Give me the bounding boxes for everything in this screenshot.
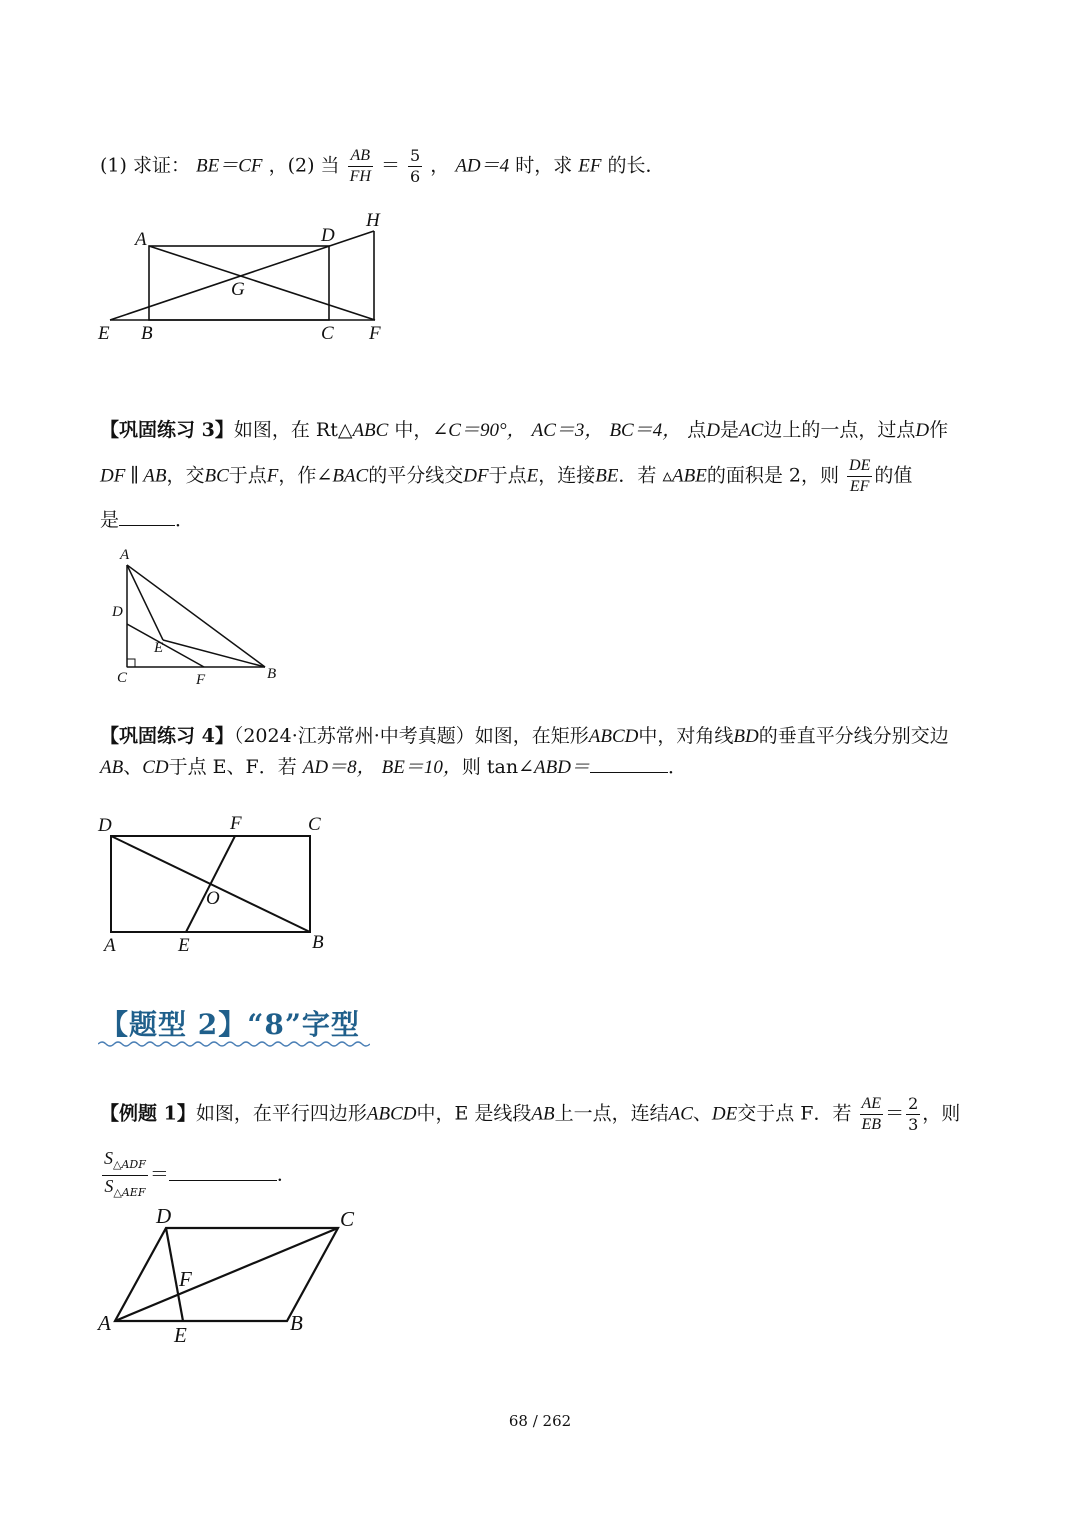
example1-tag: 【例题 1】	[100, 1102, 196, 1125]
t: AC＝3，	[531, 420, 604, 441]
label-d: D	[98, 815, 112, 836]
exercise4-line2	[100, 753, 687, 782]
t: 则 tan∠	[461, 756, 535, 778]
example1-line1	[100, 1094, 960, 1135]
t: D	[915, 420, 930, 441]
line-af	[149, 246, 375, 320]
right-angle-mark	[127, 659, 135, 667]
t: AB	[100, 757, 124, 778]
t: ．若 ▵	[618, 464, 672, 487]
t: ABC	[352, 420, 389, 441]
exercise3-line2	[100, 456, 912, 497]
figure-right-triangle	[100, 540, 300, 690]
t: 、	[692, 1102, 712, 1125]
frac-den: EF	[849, 478, 870, 495]
label-d: D	[321, 225, 335, 246]
page-number: 68 / 262	[508, 1412, 572, 1430]
frac2-num: 2	[908, 1094, 919, 1113]
t: ，则	[922, 1102, 961, 1125]
line-ae	[127, 565, 163, 640]
frac-num: AB	[348, 146, 373, 167]
t: 如图，在平行四边形	[195, 1102, 367, 1125]
line-fe	[186, 836, 235, 932]
frac-den: FH	[349, 168, 371, 185]
label-d: D	[156, 1204, 172, 1228]
label-o: O	[206, 888, 220, 909]
t: 上一点，连结	[554, 1102, 669, 1125]
label-b: B	[267, 666, 277, 682]
t: BC	[204, 465, 229, 487]
question-part1	[100, 146, 665, 187]
t: BAC	[332, 465, 369, 487]
fraction-5-6	[408, 146, 422, 187]
t: 的平分线交	[368, 464, 464, 487]
frac2-den: 6	[410, 167, 421, 186]
answer-blank[interactable]	[169, 1162, 277, 1181]
t: △AEF	[113, 1186, 146, 1199]
section-heading: 【题型 2】“8”字型	[100, 1008, 360, 1041]
frac-den: EB	[861, 1116, 882, 1133]
exercise4-tag: 【巩固练习 4】	[100, 725, 234, 747]
fraction-area-ratio	[102, 1148, 148, 1203]
answer-blank[interactable]	[119, 507, 175, 526]
label-f: F	[196, 672, 206, 688]
t: DE	[711, 1103, 738, 1125]
label-g: G	[231, 279, 245, 300]
fraction-ae-eb	[860, 1094, 884, 1135]
figure-rectangle-eh	[90, 205, 400, 350]
t: ，连接	[538, 464, 596, 487]
label-f: F	[179, 1267, 192, 1291]
t: ABD＝	[534, 757, 590, 778]
line-df	[127, 624, 204, 667]
q-prefix: (1) 求证：	[100, 154, 190, 177]
t: 是	[100, 509, 120, 531]
q-end1: 时，求	[515, 154, 573, 177]
label-a: A	[135, 229, 147, 250]
label-b: B	[290, 1311, 303, 1335]
t: ．	[667, 756, 687, 778]
label-c: C	[308, 814, 321, 835]
t: BD	[733, 726, 759, 747]
t: BC＝4，	[609, 420, 682, 441]
label-d: D	[112, 604, 123, 620]
t: 点	[687, 419, 707, 441]
label-c: C	[340, 1207, 355, 1231]
diagonal-ac	[115, 1228, 338, 1321]
t: AB	[531, 1103, 555, 1125]
label-e: E	[178, 935, 190, 956]
fraction-ab-fh	[348, 146, 373, 187]
t: 边上的一点，过点	[763, 419, 916, 441]
label-e: E	[174, 1323, 187, 1347]
label-e: E	[154, 640, 164, 656]
t: ，交	[166, 464, 205, 487]
t: ABCD	[366, 1103, 417, 1125]
t: △ADF	[113, 1158, 146, 1171]
t: E	[526, 465, 539, 487]
t: AC	[668, 1103, 693, 1125]
frac-num	[102, 1148, 148, 1176]
frac-num: DE	[847, 456, 872, 477]
label-b: B	[312, 932, 324, 953]
t: 如图，在 Rt△	[233, 419, 353, 441]
t: S	[104, 1176, 114, 1196]
t: S	[104, 1148, 113, 1168]
q-end2: 的长．	[607, 154, 665, 177]
t: BE＝10，	[381, 757, 462, 778]
t: DF	[463, 465, 489, 487]
t: ．	[175, 509, 195, 531]
t: ．	[276, 1163, 296, 1186]
label-f: F	[230, 813, 242, 834]
label-a: A	[120, 547, 130, 563]
t: AD＝8，	[302, 757, 376, 778]
q-ad: AD＝4	[455, 155, 510, 177]
frac2-num: 5	[410, 146, 421, 165]
fraction-de-ef	[847, 456, 872, 497]
q-mid: ，(2) 当	[268, 154, 340, 177]
label-c: C	[117, 670, 128, 686]
label-a: A	[104, 935, 116, 956]
t: 于点	[228, 464, 267, 487]
exercise3-tag: 【巩固练习 3】	[100, 419, 234, 441]
exercise3-line3	[100, 506, 194, 534]
label-h: H	[366, 210, 380, 231]
answer-blank[interactable]	[590, 754, 668, 773]
exercise4-line1	[100, 722, 949, 751]
frac-num: AE	[860, 1094, 884, 1115]
t: 、	[123, 756, 143, 778]
heading-underline	[98, 1040, 370, 1048]
t: 交于点 F．若	[737, 1102, 852, 1125]
label-f: F	[369, 323, 381, 344]
t: 中，∠	[388, 419, 449, 441]
fraction-2-3	[906, 1094, 920, 1135]
t: 作	[929, 419, 949, 441]
t: 于点	[488, 464, 527, 487]
t: ABE	[672, 465, 707, 487]
q-eq1: BE＝CF	[196, 155, 263, 177]
frac-den	[102, 1176, 148, 1203]
label-a: A	[98, 1311, 111, 1335]
t: DF ∥ AB	[100, 465, 167, 487]
frac2-den: 3	[908, 1115, 919, 1134]
t: 中，对角线	[638, 725, 734, 747]
t: （2024·江苏常州·中考真题）如图，在矩形	[233, 725, 589, 747]
eq: ＝	[380, 154, 400, 177]
t: 的面积是 2，则	[706, 464, 839, 487]
t: D	[706, 420, 721, 441]
label-e: E	[98, 323, 110, 344]
exercise3-line1	[100, 416, 948, 445]
q-after: ，	[430, 154, 450, 177]
t: C＝90°，	[448, 420, 526, 441]
t: 是	[720, 419, 740, 441]
t: ABCD	[588, 726, 639, 747]
t: CD	[142, 757, 169, 778]
t: 的值	[874, 464, 913, 487]
t: ＝	[885, 1102, 905, 1125]
t: ＝	[149, 1163, 169, 1186]
t: AC	[739, 420, 764, 441]
q-ef: EF	[578, 155, 602, 177]
t: F	[266, 465, 279, 487]
t: ，作∠	[278, 464, 333, 487]
figure-parallelogram	[90, 1200, 380, 1350]
t: 中，E 是线段	[416, 1102, 532, 1125]
t: BE	[595, 465, 619, 487]
example1-line2	[100, 1148, 296, 1203]
t: 的垂直平分线分别交边	[758, 725, 949, 747]
label-b: B	[141, 323, 153, 344]
label-c: C	[321, 323, 334, 344]
side-ab	[127, 565, 265, 667]
t: 于点 E、F．若	[168, 756, 297, 778]
figure-rectangle-bisector	[90, 805, 350, 965]
